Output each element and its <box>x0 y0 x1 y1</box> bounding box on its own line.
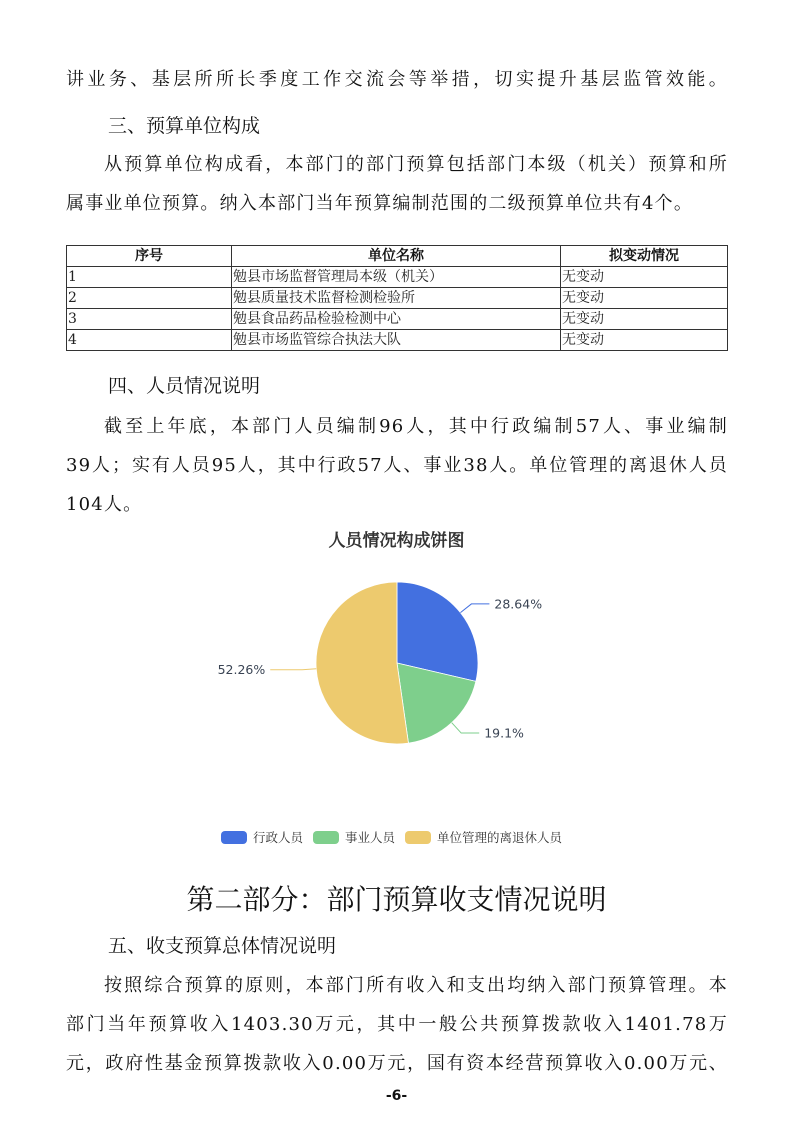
cell-unit-name: 勉县食品药品检验检测中心 <box>232 309 561 330</box>
legend-swatch-institution-staff <box>313 831 339 844</box>
cell-index: 3 <box>67 309 232 330</box>
section-3-paragraph-line-2: 属事业单位预算。纳入本部门当年预算编制范围的二级预算单位共有4个。 <box>66 193 694 214</box>
cell-change-status: 无变动 <box>561 288 728 309</box>
cell-change-status: 无变动 <box>561 309 728 330</box>
section-4-paragraph-line-3: 104人。 <box>66 494 143 515</box>
cell-unit-name: 勉县市场监督管理局本级（机关） <box>232 267 561 288</box>
pie-data-label-admin-staff: 28.64% <box>494 596 543 612</box>
pie-label-leader-retired-staff <box>270 669 316 670</box>
legend-swatch-retired-staff <box>405 831 431 844</box>
pie-slice-admin-staff[interactable] <box>397 582 478 681</box>
section-3-paragraph-line-1: 从预算单位构成看，本部门的部门预算包括部门本级（机关）预算和所 <box>104 154 728 175</box>
table-row <box>67 267 728 288</box>
legend-item-retired-staff[interactable] <box>405 828 562 846</box>
section-5-heading: 五、收支预算总体情况说明 <box>108 935 337 957</box>
section-5-paragraph-line-3: 元，政府性基金预算拨款收入0.00万元，国有资本经营预算收入0.00万元、 <box>66 1053 728 1074</box>
legend-swatch-admin-staff <box>221 831 247 844</box>
cell-change-status: 无变动 <box>561 267 728 288</box>
section-4-paragraph-line-1: 截至上年底，本部门人员编制96人，其中行政编制57人、事业编制 <box>104 416 728 437</box>
legend-label-institution-staff: 事业人员 <box>345 830 396 845</box>
page-number: -6- <box>385 1088 408 1104</box>
cell-change-status: 无变动 <box>561 330 728 351</box>
chart-title: 人员情况构成饼图 <box>328 531 465 551</box>
header-index: 序号 <box>67 246 232 267</box>
section-5-paragraph-line-1: 按照综合预算的原则，本部门所有收入和支出均纳入部门预算管理。本 <box>104 975 728 996</box>
chart-legend <box>221 828 572 846</box>
section-4-heading: 四、人员情况说明 <box>108 375 261 397</box>
cell-index: 2 <box>67 288 232 309</box>
pie-slice-institution-staff[interactable] <box>397 663 476 743</box>
pie-data-label-retired-staff: 52.26% <box>217 662 266 678</box>
continuation-paragraph-line: 讲业务、基层所所长季度工作交流会等举措，切实提升基层监管效能。 <box>66 69 728 90</box>
cell-index: 4 <box>67 330 232 351</box>
table-row <box>67 309 728 330</box>
section-3-heading: 三、预算单位构成 <box>108 115 261 137</box>
header-unit-name: 单位名称 <box>232 246 561 267</box>
legend-label-admin-staff: 行政人员 <box>253 830 304 845</box>
legend-label-retired-staff: 单位管理的离退休人员 <box>437 830 563 845</box>
pie-label-leader-admin-staff <box>460 604 489 613</box>
pie-label-leader-institution-staff <box>452 723 479 733</box>
table-row <box>67 288 728 309</box>
legend-item-institution-staff[interactable] <box>313 828 395 846</box>
table-row <box>67 330 728 351</box>
pie-data-label-institution-staff: 19.1% <box>484 725 524 741</box>
pie-slice-retired-staff[interactable] <box>316 582 408 744</box>
cell-unit-name: 勉县质量技术监督检测检验所 <box>232 288 561 309</box>
section-4-paragraph-line-2: 39人；实有人员95人，其中行政57人、事业38人。单位管理的离退休人员 <box>66 455 728 476</box>
budget-units-table <box>66 245 728 351</box>
cell-unit-name: 勉县市场监管综合执法大队 <box>232 330 561 351</box>
table-header-row <box>67 246 728 267</box>
legend-item-admin-staff[interactable] <box>221 828 303 846</box>
part-2-title: 第二部分：部门预算收支情况说明 <box>186 883 607 916</box>
header-change-status: 拟变动情况 <box>561 246 728 267</box>
section-5-paragraph-line-2: 部门当年预算收入1403.30万元，其中一般公共预算拨款收入1401.78万 <box>66 1014 728 1035</box>
cell-index: 1 <box>67 267 232 288</box>
